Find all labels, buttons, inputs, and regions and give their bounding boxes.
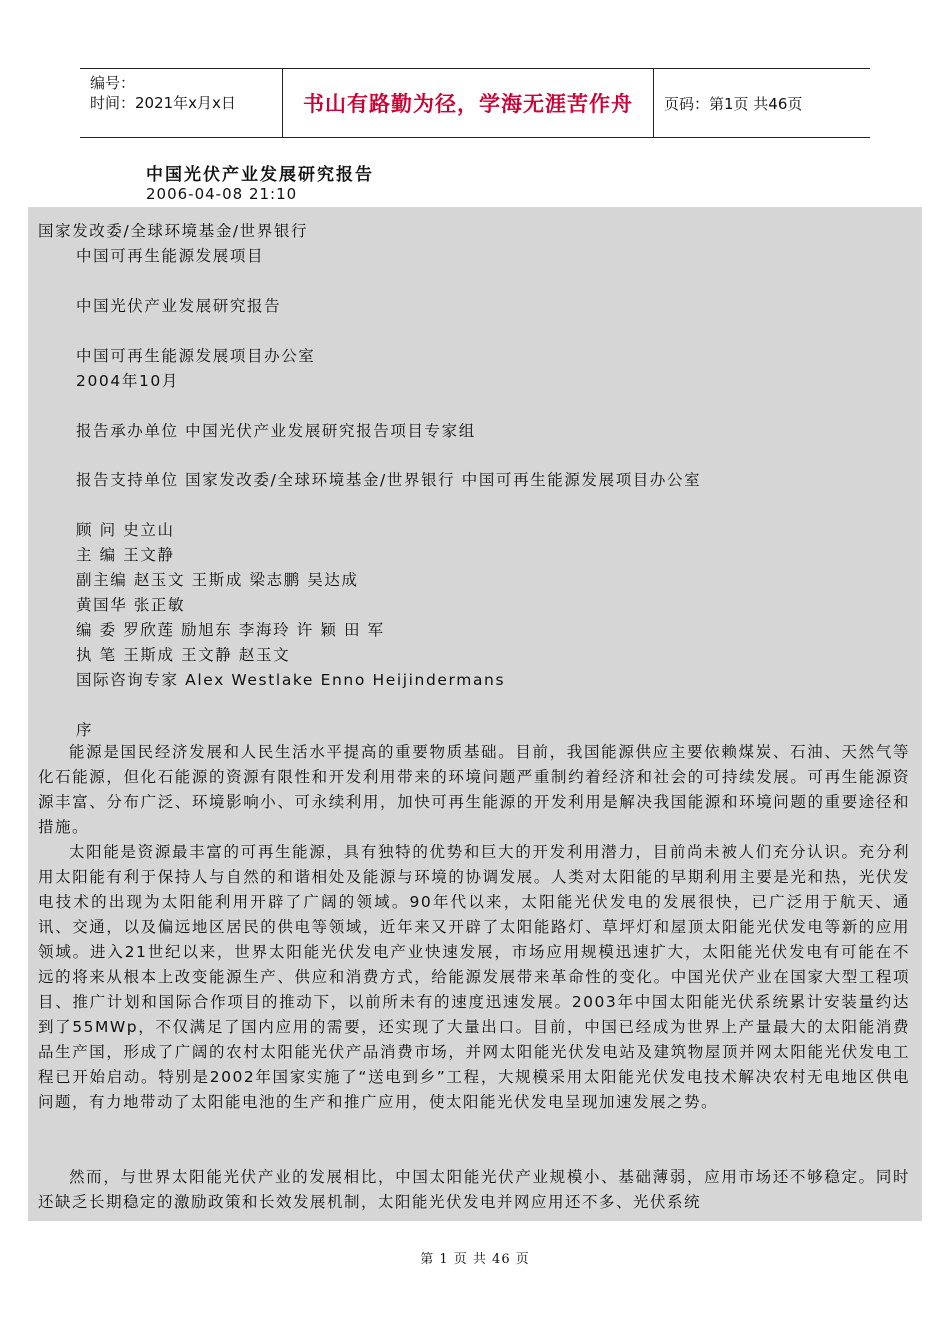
preface-paragraph-3: 然而，与世界太阳能光伏产业的发展相比，中国太阳能光伏产业规模小、基础薄弱，应用市场还不够稳定。同时还缺乏长期稳定的激励政策和长效发展机制，太阳能光伏发电并网应用还不多、光伏系统 bbox=[38, 1168, 910, 1211]
credit-deputy-editors-cont: 黄国华 张正敏 bbox=[76, 596, 186, 614]
header-page-info: 页码：第1页 共46页 bbox=[664, 94, 803, 113]
cover-line-date: 2004年10月 bbox=[76, 372, 179, 390]
serial-label: 编号： bbox=[90, 74, 136, 92]
preface-paragraph-2: 太阳能是资源最丰富的可再生能源，具有独特的优势和巨大的开发利用潜力，目前尚未被人们充分认识。充分利用太阳能有利于保持人与自然的和谐相处及能源与环境的协调发展。人类对太阳能的早期利用主要是光和热，光伏发电技术的出现为太阳能利用开辟了广阔的领域。90年代以来，太阳能光伏发电的发展很快，已广泛用于航天、通讯、交通，以及偏远地区居民的供电等领域，近年来又开辟了太阳能路灯、草坪灯和屋顶太阳能光伏发电等新的应用领域。进入21世纪以来，世界太阳能光伏发电产业快速发展，市场应用规模迅速扩大，太阳能光伏发电有可能在不远的将来从根本上改变能源生产、供应和消费方式，给能源发展带来革命性的变化。中国光伏产业在国家大型工程项目、推广计划和国际合作项目的推动下，以前所未有的速度迅速发展。2003年中国太阳能光伏系统累计安装量约达到了55MWp，不仅满足了国内应用的需要，还实现了大量出口。目前，中国已经成为世界上产量最大的太阳能消费品生产国，形成了广阔的农村太阳能光伏产品消费市场，并网太阳能光伏发电站及建筑物屋顶并网太阳能光伏发电工程已开始启动。特别是2002年国家实施了“送电到乡”工程，大规模采用太阳能光伏发电技术解决农村无电地区供电问题，有力地带动了太阳能电池的生产和推广应用，使太阳能光伏发电呈现加速发展之势。 bbox=[38, 843, 910, 1111]
cover-line-office: 中国可再生能源发展项目办公室 bbox=[76, 347, 316, 365]
credit-editor: 主 编 王文静 bbox=[76, 546, 175, 564]
cover-line-project: 中国可再生能源发展项目 bbox=[76, 247, 265, 265]
credit-intl-experts: 国际咨询专家 Alex Westlake Enno Heijindermans bbox=[76, 671, 506, 689]
credit-deputy-editors: 副主编 赵玉文 王斯成 梁志鹏 吴达成 bbox=[76, 571, 359, 589]
document-title: 中国光伏产业发展研究报告 bbox=[146, 165, 374, 185]
cover-line-undertaker: 报告承办单位 中国光伏产业发展研究报告项目专家组 bbox=[76, 422, 476, 440]
credit-committee: 编 委 罗欣莲 励旭东 李海玲 许 颖 田 军 bbox=[76, 621, 385, 639]
document-datetime: 2006-04-08 21:10 bbox=[146, 185, 298, 203]
cover-line-supporter: 报告支持单位 国家发改委/全球环境基金/世界银行 中国可再生能源发展项目办公室 bbox=[76, 471, 702, 489]
document-body bbox=[28, 207, 922, 1221]
cover-line-sponsors: 国家发改委/全球环境基金/世界银行 bbox=[38, 222, 309, 240]
preface-paragraph-1: 能源是国民经济发展和人民生活水平提高的重要物质基础。目前，我国能源供应主要依赖煤炭、石油、天然气等化石能源，但化石能源的资源有限性和开发利用带来的环境问题严重制约着经济和社会的可持续发展。可再生能源资源丰富、分布广泛、环境影响小、可永续利用，加快可再生能源的开发利用是解决我国能源和环境问题的重要途径和措施。 bbox=[38, 743, 910, 836]
credit-writers: 执 笔 王斯成 王文静 赵玉文 bbox=[76, 646, 291, 664]
page-footer: 第 1 页 共 46 页 bbox=[420, 1252, 530, 1267]
cover-line-report-title: 中国光伏产业发展研究报告 bbox=[76, 297, 282, 315]
time-label: 时间：2021年x月x日 bbox=[90, 94, 236, 112]
page-header bbox=[80, 68, 870, 138]
header-meta bbox=[80, 69, 282, 137]
header-motto: 书山有路勤为径，学海无涯苦作舟 bbox=[282, 69, 654, 137]
preface-heading: 序 bbox=[76, 721, 94, 739]
credit-advisor: 顾 问 史立山 bbox=[76, 521, 175, 539]
